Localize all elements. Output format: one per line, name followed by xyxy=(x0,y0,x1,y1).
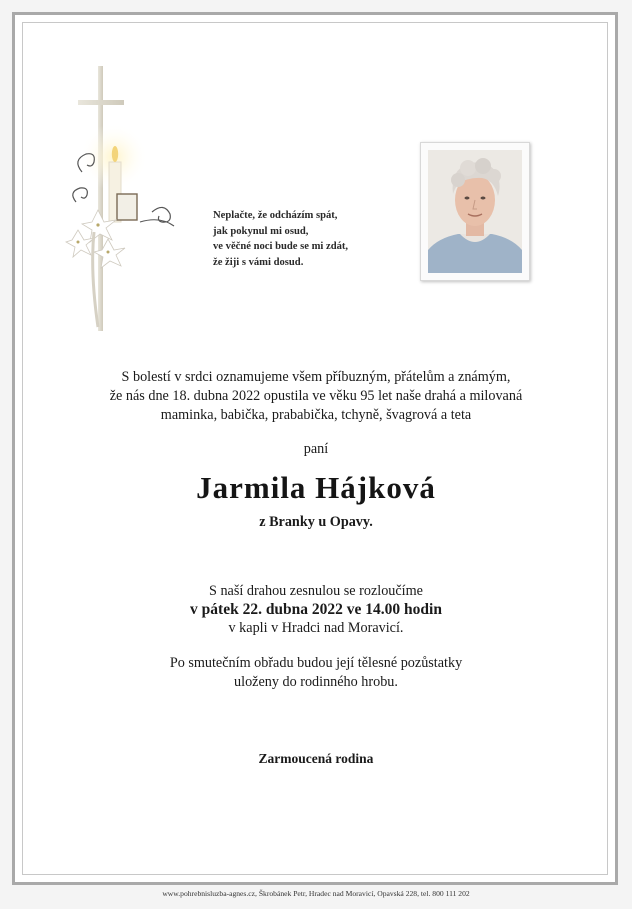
farewell-date-time: v pátek 22. dubna 2022 ve 14.00 hodin xyxy=(190,600,442,618)
burial-line: uloženy do rodinného hrobu. xyxy=(234,673,398,690)
announcement xyxy=(40,368,592,425)
farewell-info xyxy=(40,582,592,638)
announcement-line: že nás dne 18. dubna 2022 opustila ve věku 95 let naše drahá a milovaná xyxy=(109,388,523,404)
farewell-intro: S naší drahou zesnulou se rozloučíme xyxy=(209,583,423,599)
poem-line: že žiji s vámi dosud. xyxy=(213,256,304,268)
burial-info xyxy=(40,654,592,691)
portrait-frame xyxy=(420,142,530,281)
footer-contact: www.pohrebnisluzba-agnes.cz, Škrobánek Petr, Hradec nad Moravicí, Opavská 228, tel. 800 111 202 xyxy=(162,889,470,898)
portrait-photo xyxy=(428,150,522,273)
deceased-name: Jarmila Hájková xyxy=(196,470,436,505)
poem xyxy=(213,208,403,270)
announcement-line: S bolestí v srdci oznamujeme všem příbuzným, přátelům a známým, xyxy=(121,369,511,385)
origin: z Branky u Opavy. xyxy=(259,514,373,530)
cross-candle-lily-decoration xyxy=(62,62,192,337)
poem-line: ve věčné noci bude se mi zdát, xyxy=(213,241,349,253)
honorific: paní xyxy=(303,441,329,457)
signature: Zarmoucená rodina xyxy=(258,751,374,766)
poem-line: Neplačte, že odcházím spát, xyxy=(213,210,338,221)
burial-line: Po smutečním obřadu budou její tělesné pozůstatky xyxy=(169,655,463,671)
poem-line: jak pokynul mi osud, xyxy=(213,225,309,237)
farewell-place: v kapli v Hradci nad Moravicí. xyxy=(228,620,404,636)
announcement-line: maminka, babička, prababička, tchyně, švagrová a teta xyxy=(160,407,472,423)
